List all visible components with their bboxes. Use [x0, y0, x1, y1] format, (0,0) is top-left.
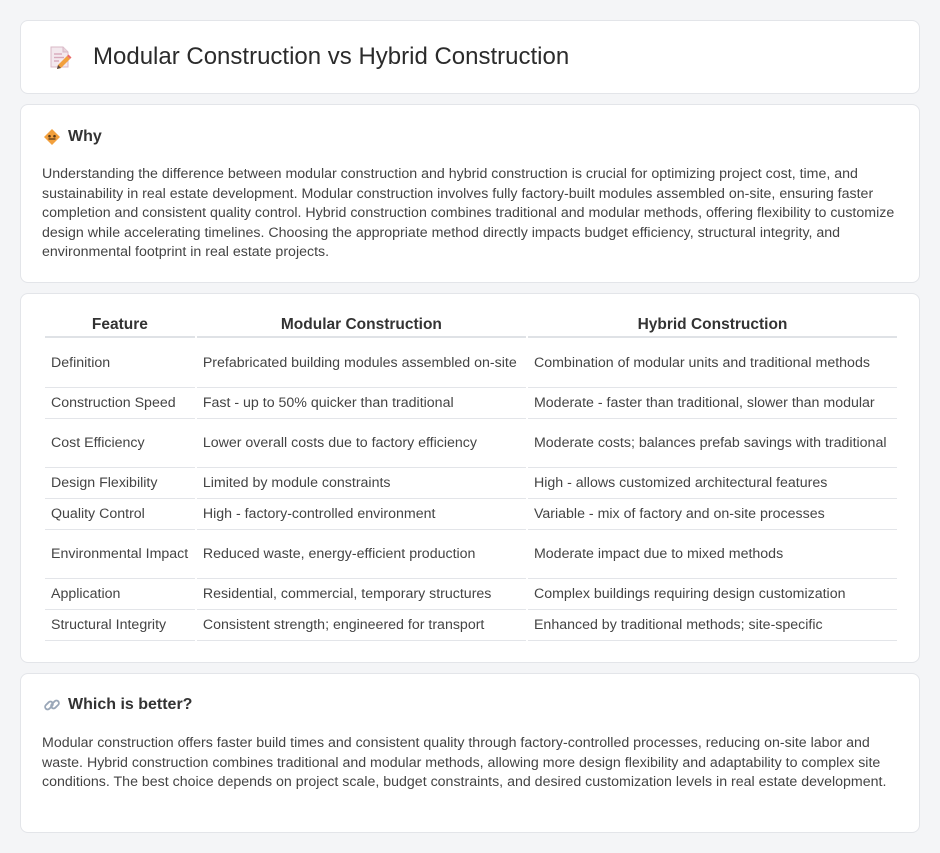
- hybrid-cell: Moderate - faster than traditional, slower than modular: [528, 388, 897, 419]
- hybrid-cell: Enhanced by traditional methods; site-specific: [528, 610, 897, 641]
- modular-cell: Consistent strength; engineered for transport: [197, 610, 526, 641]
- better-heading-row: [43, 696, 192, 714]
- feature-cell: Design Flexibility: [45, 468, 195, 499]
- feature-cell: Construction Speed: [45, 388, 195, 419]
- better-text: Modular construction offers faster build times and consistent quality through factory-controlled processes, reducing on-site labor and waste. Hybrid construction combines traditional and modular methods, allowing more design flexibility and adaptability to complex site conditions. The best choice depends on project scale, budget constraints, and desired customization levels in real estate development.: [42, 735, 887, 791]
- document-pencil-icon: [47, 44, 73, 70]
- warning-diamond-icon: [43, 128, 61, 146]
- table-header-row: [45, 316, 897, 338]
- page-title: Modular Construction vs Hybrid Construction: [93, 43, 570, 70]
- feature-cell: Application: [45, 579, 195, 610]
- hybrid-cell: Variable - mix of factory and on-site processes: [528, 499, 897, 530]
- why-heading-row: [43, 128, 102, 146]
- hybrid-cell: Complex buildings requiring design customization: [528, 579, 897, 610]
- hybrid-cell: Combination of modular units and traditional methods: [528, 338, 897, 388]
- header-card: [20, 20, 920, 94]
- feature-cell: Environmental Impact: [45, 530, 195, 579]
- why-card: [20, 104, 920, 283]
- table-row: [45, 338, 897, 388]
- link-icon: [43, 696, 61, 714]
- hybrid-cell: High - allows customized architectural features: [528, 468, 897, 499]
- table-row: [45, 499, 897, 530]
- better-heading: Which is better?: [68, 696, 193, 713]
- header-modular: Modular Construction: [197, 316, 526, 338]
- table-row: [45, 579, 897, 610]
- better-card: [20, 673, 920, 833]
- table-row: [45, 530, 897, 579]
- modular-cell: High - factory-controlled environment: [197, 499, 526, 530]
- why-heading: Why: [68, 128, 102, 145]
- hybrid-cell: Moderate impact due to mixed methods: [528, 530, 897, 579]
- feature-cell: Cost Efficiency: [45, 419, 195, 468]
- table-row: [45, 388, 897, 419]
- comparison-card: [20, 293, 920, 663]
- hybrid-cell: Moderate costs; balances prefab savings with traditional: [528, 419, 897, 468]
- comparison-table: [43, 316, 899, 641]
- why-text: Understanding the difference between modular construction and hybrid construction is crucial for optimizing project cost, time, and sustainability in real estate development. Modular construction involves fully factory-built modules assembled on-site, ensuring faster completion and consistent quality control. Hybrid construction combines traditional and modular methods, offering flexibility to customize design while accelerating timelines. Choosing the appropriate method directly impacts budget efficiency, structural integrity, and environmental footprint in real estate projects.: [42, 166, 895, 261]
- modular-cell: Residential, commercial, temporary structures: [197, 579, 526, 610]
- feature-cell: Structural Integrity: [45, 610, 195, 641]
- table-row: [45, 610, 897, 641]
- modular-cell: Limited by module constraints: [197, 468, 526, 499]
- modular-cell: Reduced waste, energy-efficient production: [197, 530, 526, 579]
- modular-cell: Lower overall costs due to factory efficiency: [197, 419, 526, 468]
- modular-cell: Fast - up to 50% quicker than traditional: [197, 388, 526, 419]
- modular-cell: Prefabricated building modules assembled on-site: [197, 338, 526, 388]
- feature-cell: Definition: [45, 338, 195, 388]
- header-hybrid: Hybrid Construction: [528, 316, 897, 338]
- header-feature: Feature: [45, 316, 195, 338]
- table-row: [45, 419, 897, 468]
- table-row: [45, 468, 897, 499]
- feature-cell: Quality Control: [45, 499, 195, 530]
